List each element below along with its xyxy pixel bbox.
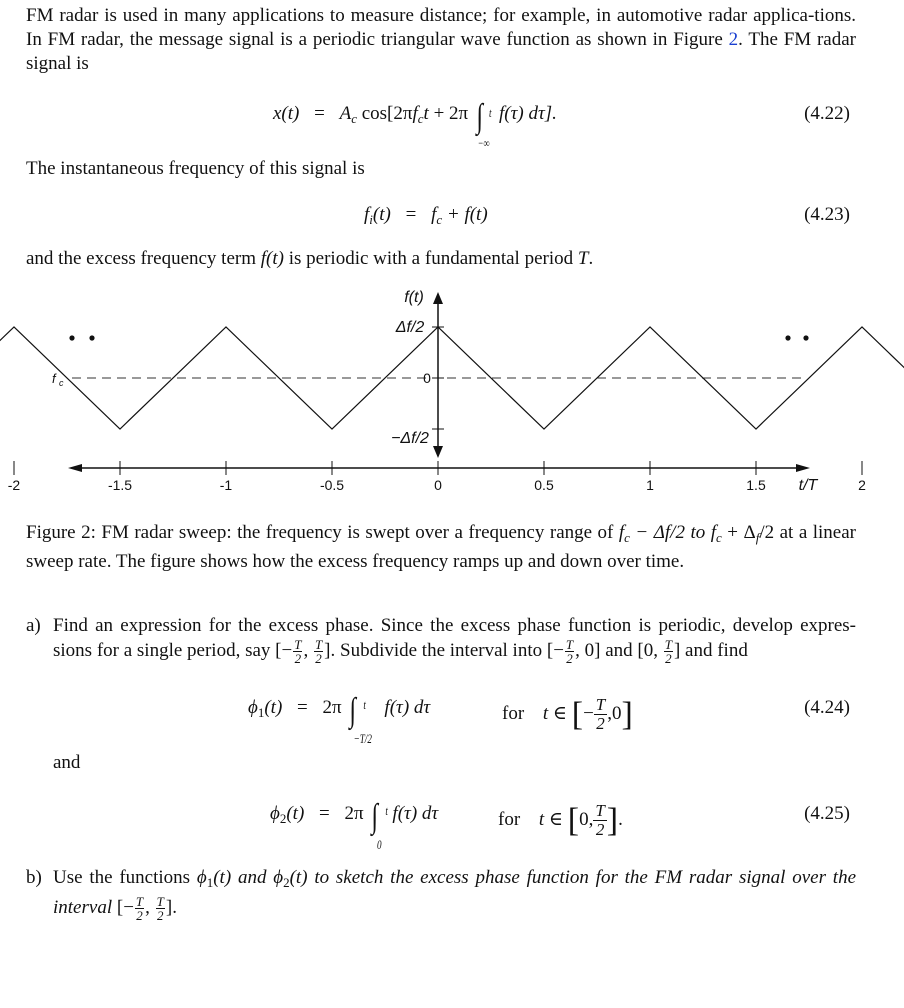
ellipsis-dot [803, 335, 808, 340]
equation-4-24: $\phi_1(t) = 2\pi$ ∫ t −T/2 f(τ) dτ for t ∈ [− $\frac{T}{2}$ ,0] (4.24) [248, 692, 850, 746]
equation-4-22: $x(t) = A_c$ $\cos[2\pi f_ct + 2\pi$ ∫ t −∞ f(τ) dτ]. (4.22) [273, 98, 850, 150]
equation-4-25: $\phi_2(t) = 2\pi$ ∫ t 0 f(τ) dτ for t ∈ [0, $\frac{T}{2}$ ]. (4.25) [270, 798, 850, 852]
eq422-equals: = [314, 103, 325, 124]
excess-frequency-text: and the excess frequency term f(t) is periodic with a fundamental period T. [26, 248, 594, 269]
eq-number-4-22: (4.22) [804, 103, 850, 124]
eq-number-4-25: (4.25) [804, 803, 850, 824]
equation-4-23: $f_i(t) = f_c + f(t)$ (4.23) [364, 204, 850, 227]
ellipsis-dot [69, 335, 74, 340]
y-axis-arrow-down [433, 446, 443, 458]
y-tick-label: −Δf/2 [391, 430, 429, 447]
and-text: and [53, 752, 81, 773]
fc-label: f [52, 371, 56, 386]
question-b-text: Use the functions $\phi_1(t)$ and $\phi_2(t)$ to sketch the excess phase function for the FM radar signal over the interval [− $\frac{T}{2}$ , $\frac{T}{2}$ ]. [53, 867, 856, 923]
question-b-label: b) [26, 867, 42, 888]
x-tick-label: -2 [7, 477, 21, 493]
eq422-lhs: x(t) [273, 103, 300, 124]
x-tick-label: 1.5 [746, 477, 766, 493]
figure-caption: Figure 2: FM radar sweep: the frequency is swept over a frequency range of $f_c - \Delta f/2$ to $f_c + \Delta_f/2$ at a linear sweep rate. The figure shows how the excess frequency ramps up and down over time. [26, 522, 856, 572]
integral-sign: ∫ t −T/2 [349, 692, 373, 746]
x-tick-label: -1 [219, 477, 233, 493]
question-a-label: a) [26, 615, 41, 636]
eq422-amp: A [339, 103, 352, 124]
figure-2-link[interactable]: 2 [728, 29, 739, 50]
integral-sign: ∫ t −∞ [476, 98, 492, 150]
x-axis-label: t/T [798, 477, 818, 494]
intro-text-end: . The FM radar signal is [26, 29, 856, 74]
ellipsis-dot [785, 335, 790, 340]
intro-text: FM radar is used in many applications to measure distance; for example, in automotive radar applica-tions. In FM radar, the message signal is a periodic triangular wave function as shown in Figure [26, 5, 856, 50]
caption-label: Figure 2: [26, 522, 102, 543]
eq-number-4-23: (4.23) [804, 204, 850, 225]
x-tick-label: -0.5 [319, 477, 345, 493]
fc-label-sub: c [59, 378, 64, 388]
x-tick-label: 0 [434, 477, 442, 493]
intro-paragraph [26, 4, 856, 76]
x-tick-label: -1.5 [107, 477, 133, 493]
eq-number-4-24: (4.24) [804, 697, 850, 718]
eq422-cos: cos[2π [361, 103, 413, 124]
triangular-wave-chart [0, 280, 904, 510]
y-tick-label: Δf/2 [395, 319, 425, 336]
eq422-integrand: f(τ) dτ]. [498, 103, 557, 124]
question-a-text: Find an expression for the excess phase. Since the excess phase function is periodic, develop expres-sions for a single period, say [− $\frac{T}{2}$ , $\frac{T}{2}$ ]. Subdivide the interval into [− $\frac{T}{2}$ , 0] and [0, $\frac{T}{2}$ ] and find [53, 615, 856, 666]
x-tick-label: 2 [858, 477, 866, 493]
x-tick-label: 0.5 [534, 477, 554, 493]
x-axis-arrow-right [796, 464, 810, 472]
x-tick-label: 1 [646, 477, 654, 493]
integral-sign: ∫ t 0 [371, 798, 389, 852]
y-axis-arrow-up [433, 292, 443, 304]
ellipsis-dot [89, 335, 94, 340]
y-axis-label: f(t) [404, 289, 424, 306]
x-axis-arrow-left [68, 464, 82, 472]
y-tick-label: 0 [423, 370, 431, 386]
instantaneous-text: The instantaneous frequency of this signal is [26, 158, 365, 179]
